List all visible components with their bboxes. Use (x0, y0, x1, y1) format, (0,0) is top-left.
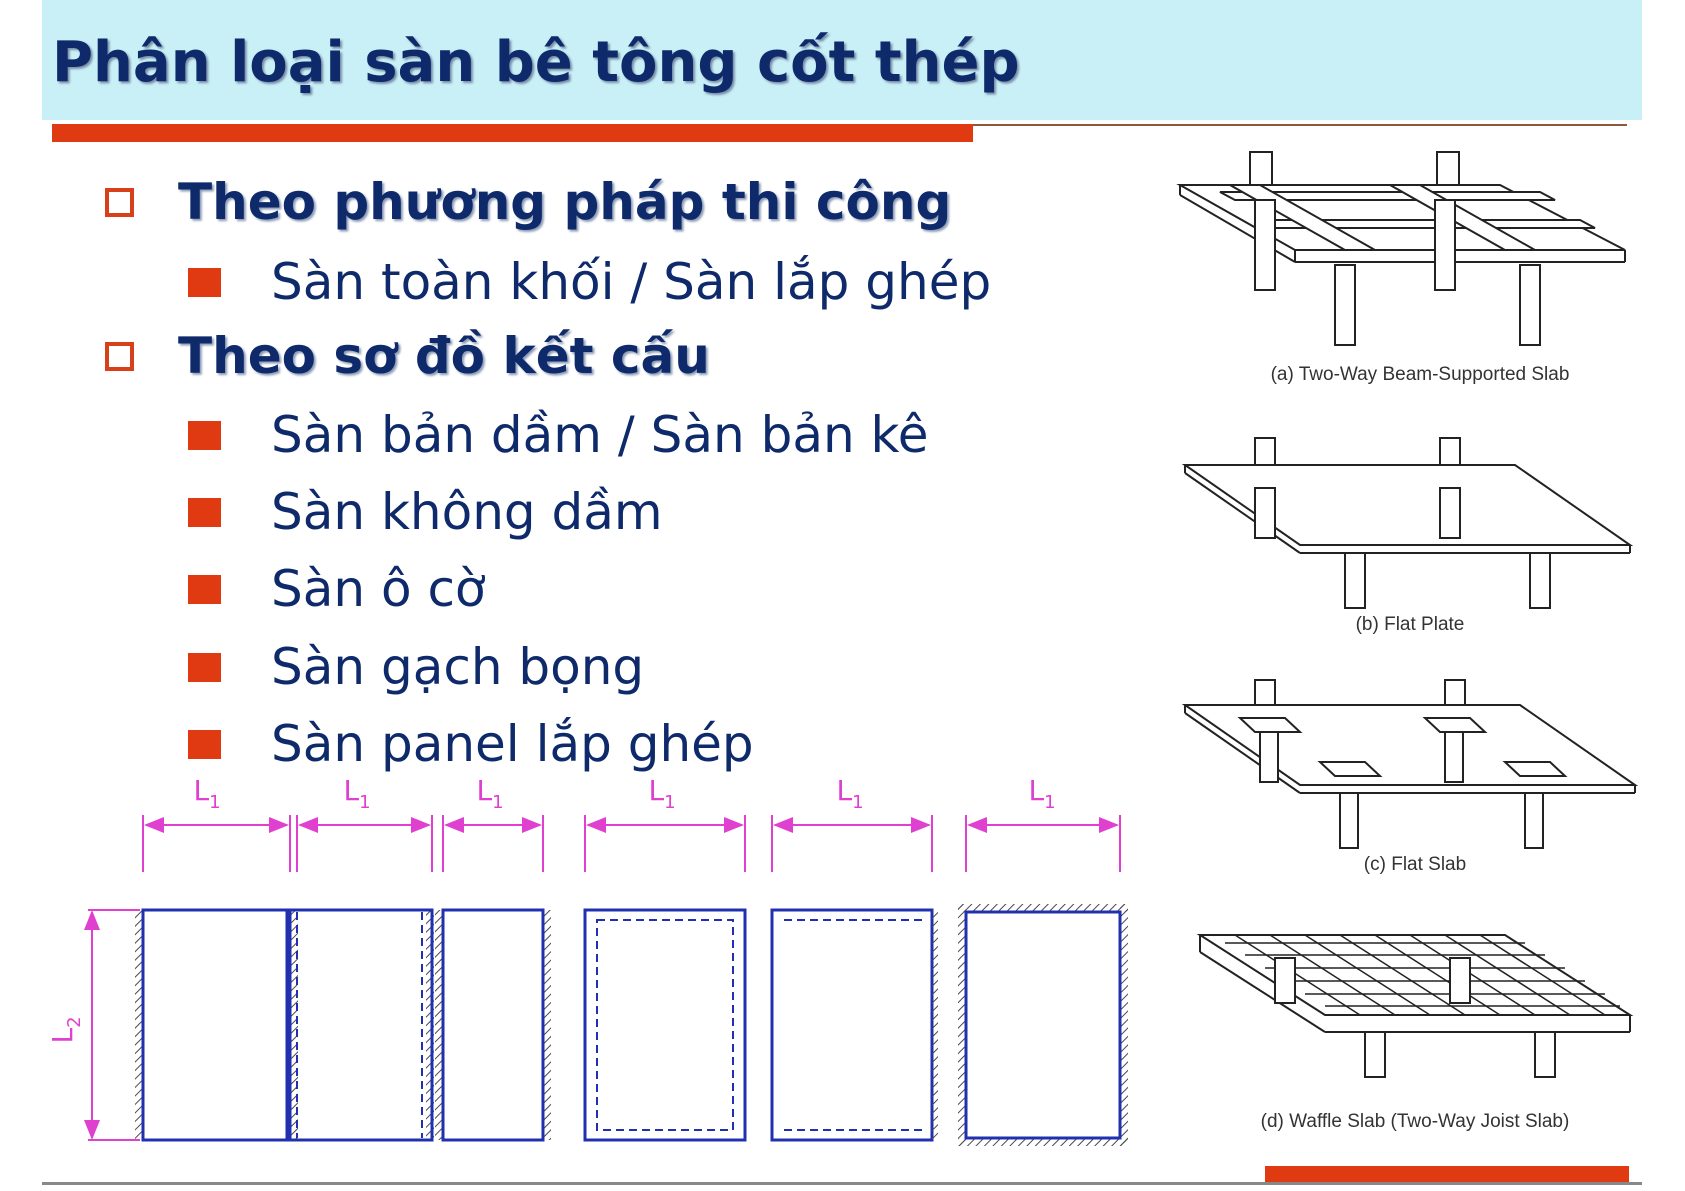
slide-title: Phân loại sàn bê tông cốt thép (52, 30, 1020, 95)
outline-item-text: Sàn panel lắp ghép (271, 715, 754, 773)
hollow-square-bullet-icon (105, 188, 134, 217)
slab-panel-1 (135, 910, 298, 1140)
outline-item-text: Sàn ô cờ (271, 560, 486, 618)
title-underline-red (52, 124, 973, 142)
l1-label: $L_1$ (1028, 774, 1056, 813)
title-underline-thin (973, 124, 1627, 126)
figure-caption-c: (c) Flat Slab (1363, 854, 1467, 875)
outline-item (188, 245, 991, 319)
slab-panel-3 (435, 910, 551, 1140)
outline-item (188, 630, 644, 704)
hollow-square-bullet-icon (105, 342, 134, 371)
flat-slab-figure (1185, 680, 1635, 848)
slab-panel-5 (772, 910, 938, 1140)
footer-rule (42, 1182, 1642, 1185)
outline-heading-text: Theo phương pháp thi công (178, 173, 952, 231)
outline-item-text: Sàn bản dầm / Sàn bản kê (271, 406, 929, 464)
l2-label: $L_2$ (46, 1016, 85, 1044)
filled-square-bullet-icon (188, 498, 221, 527)
filled-square-bullet-icon (188, 730, 221, 759)
slab-panel-4 (585, 910, 745, 1140)
filled-square-bullet-icon (188, 653, 221, 682)
two-way-beam-slab-figure (1180, 152, 1625, 345)
l1-label: $L_1$ (476, 774, 504, 813)
outline-item (188, 475, 663, 549)
outline-heading-structure (105, 316, 710, 396)
support-condition-diagrams (40, 774, 1180, 1170)
outline-heading-text: Theo sơ đồ kết cấu (178, 327, 710, 385)
filled-square-bullet-icon (188, 421, 221, 450)
slab-panel-6 (958, 904, 1128, 1146)
outline-item-text: Sàn toàn khối / Sàn lắp ghép (271, 253, 992, 311)
outline-item (188, 707, 754, 781)
flat-plate-figure (1185, 438, 1630, 608)
outline-item (188, 398, 929, 472)
outline-item-text: Sàn không dầm (271, 483, 663, 541)
l1-label: $L_1$ (836, 774, 864, 813)
l1-label: $L_1$ (343, 774, 371, 813)
l1-label: $L_1$ (193, 774, 221, 813)
outline-heading-construction (105, 162, 951, 242)
outline-item-text: Sàn gạch bọng (271, 638, 645, 696)
filled-square-bullet-icon (188, 575, 221, 604)
l1-label: $L_1$ (648, 774, 676, 813)
outline-item (188, 552, 486, 626)
l1-dimensions (143, 774, 1120, 872)
figure-caption-a: (a) Two-Way Beam-Supported Slab (1270, 364, 1570, 385)
footer-accent-bar (1265, 1166, 1629, 1182)
slab-panel-2 (287, 910, 434, 1140)
l2-dimension (46, 910, 140, 1140)
figure-caption-b: (b) Flat Plate (1355, 614, 1465, 635)
slab-types-illustration (1175, 140, 1645, 1150)
waffle-slab-figure (1200, 935, 1630, 1077)
filled-square-bullet-icon (188, 268, 221, 297)
figure-caption-d: (d) Waffle Slab (Two-Way Joist Slab) (1260, 1111, 1570, 1132)
